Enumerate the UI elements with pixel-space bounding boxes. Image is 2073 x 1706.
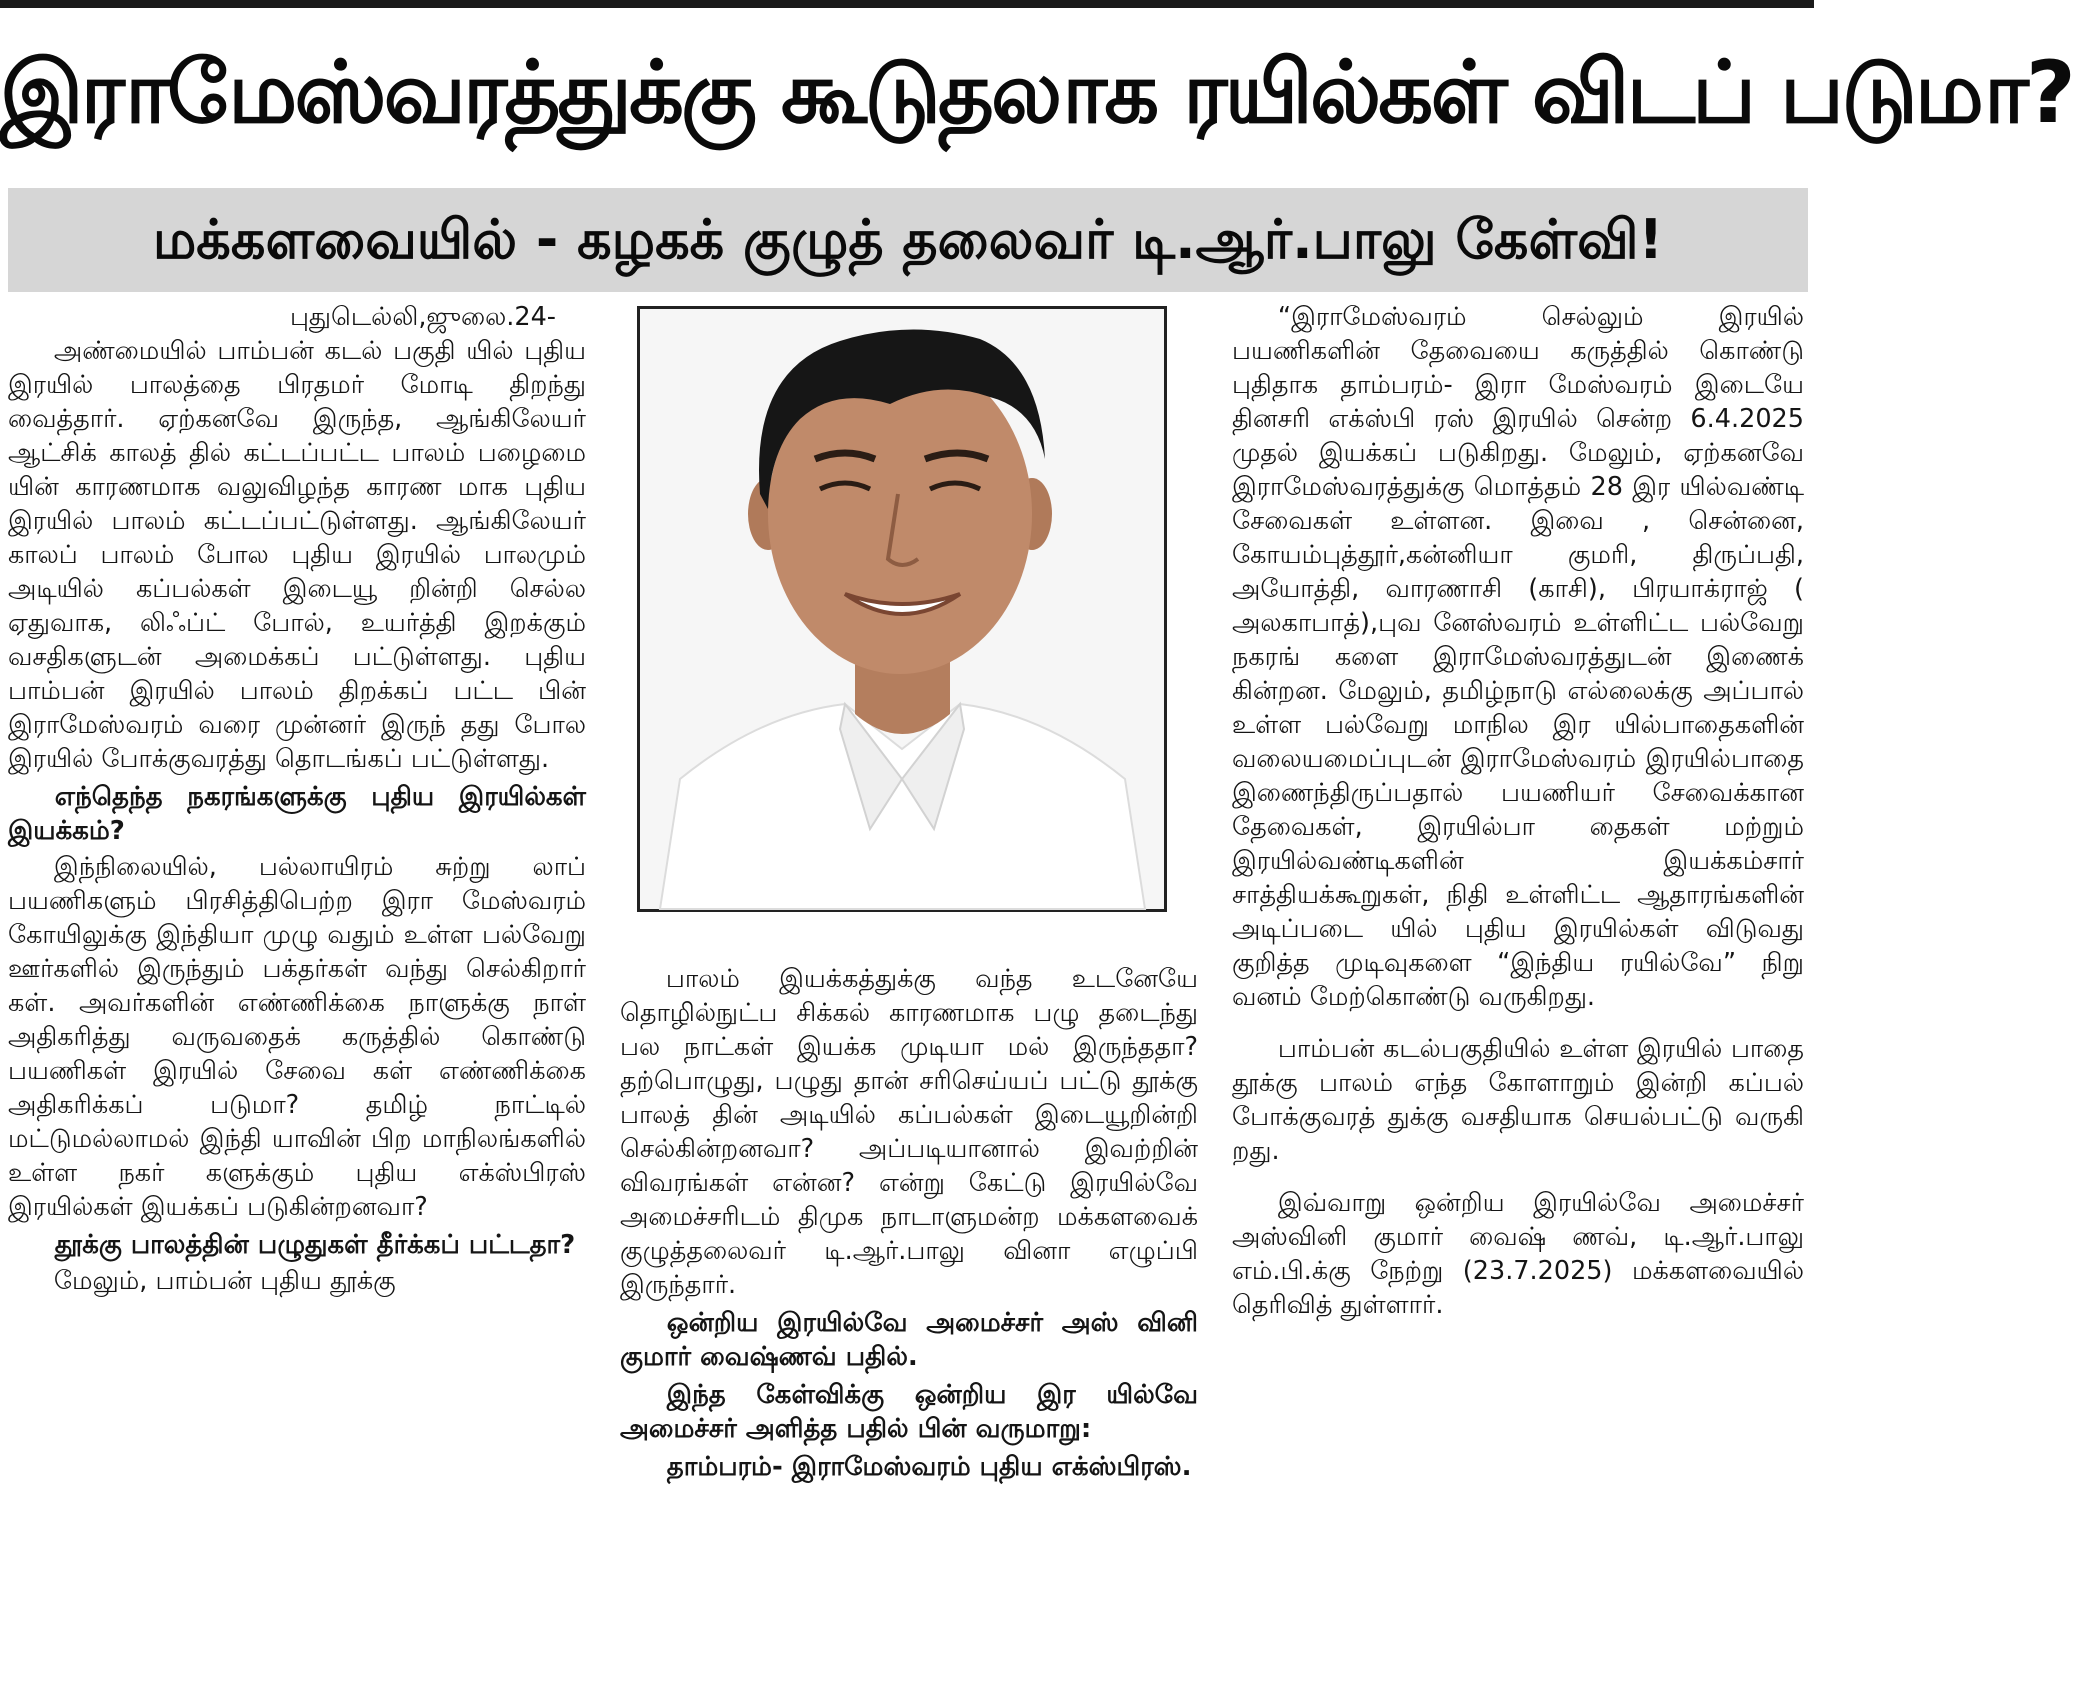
column-3 [1232, 300, 1804, 1322]
portrait-photo [637, 306, 1167, 912]
section-heading: தூக்கு பாலத்தின் பழுதுகள் தீர்க்கப் பட்டதா? [54, 1230, 576, 1260]
subheadline: மக்களவையில் - கழகக் குழுத் தலைவர் டி.ஆர்.பாலு கேள்வி! [8, 188, 1808, 292]
top-rule [0, 0, 1814, 8]
paragraph: “இராமேஸ்வரம் செல்லும் இரயில் பயணிகளின் தேவையை கருத்தில் கொண்டு புதிதாக தாம்பரம்- இரா மேஸ்வரம் இடையே தினசரி எக்ஸ்பி ரஸ் இரயில் சென்ற 6.4.2025 முதல் இயக்கப் படுகிறது. மேலும், ஏற்கனவே இராமேஸ்வரத்துக்கு மொத்தம் 28 இர யில்வண்டி சேவைகள் உள்ளன. இவை , சென்னை, கோயம்புத்தூர்,கன்னியா குமரி, திருப்பதி, அயோத்தி, வாரணாசி (காசி), பிரயாக்ராஜ் ( அலகாபாத்),புவ னேஸ்வரம் உள்ளிட்ட பல்வேறு நகரங் களை இராமேஸ்வரத்துடன் இணைக் கின்றன. மேலும், தமிழ்நாடு எல்லைக்கு அப்பால் உள்ள பல்வேறு மாநில இர யில்பாதைகளின் வலையமைப்புடன் இராமேஸ்வரம் இரயில்பாதை இணைந்திருப்பதால் பயணியர் சேவைக்கான தேவைகள், இரயில்பா தைகள் மற்றும் இரயில்வண்டிகளின் இயக்கம்சார் சாத்தியக்கூறுகள், நிதி உள்ளிட்ட ஆதாரங்களின் அடிப்படை யில் புதிய இரயில்கள் விடுவது குறித்த முடிவுகளை “இந்திய ரயில்வே” நிறு வனம் மேற்கொண்டு வருகிறது. [1232, 302, 1804, 1012]
section-heading: தாம்பரம்- இராமேஸ்வரம் புதிய எக்ஸ்பிரஸ். [666, 1452, 1192, 1482]
paragraph: மேலும், பாம்பன் புதிய தூக்கு [53, 1266, 396, 1296]
headline: இராமேஸ்வரத்துக்கு கூடுதலாக ரயில்கள் விடப் படுமா? [0, 43, 2073, 143]
section-heading: எந்தெந்த நகரங்களுக்கு புதிய இரயில்கள் இயக்கம்? [8, 782, 586, 846]
paragraph: இவ்வாறு ஒன்றிய இரயில்வே அமைச்சர் அஸ்வினி குமார் வைஷ் ணவ், டி.ஆர்.பாலு எம்.பி.க்கு நேற்று (23.7.2025) மக்களவையில் தெரிவித் துள்ளார். [1232, 1188, 1804, 1320]
paragraph: அண்மையில் பாம்பன் கடல் பகுதி யில் புதிய இரயில் பாலத்தை பிரதமர் மோடி திறந்து வைத்தார். ஏற்கனவே இருந்த, ஆங்கிலேயர் ஆட்சிக் காலத் தில் கட்டப்பட்ட பாலம் பழைமை யின் காரணமாக வலுவிழந்த காரண மாக புதிய இரயில் பாலம் கட்டப்பட்டுள்ளது. ஆங்கிலேயர் காலப் பாலம் போல புதிய இரயில் பாலமும் அடியில் கப்பல்கள் இடையூ றின்றி செல்ல ஏதுவாக, லிஃப்ட் போல், உயர்த்தி இறக்கும் வசதிகளுடன் அமைக்கப் பட்டுள்ளது. புதிய பாம்பன் இரயில் பாலம் திறக்கப் பட்ட பின் இராமேஸ்வரம் வரை முன்னர் இருந் தது போல இரயில் போக்குவரத்து தொடங்கப் பட்டுள்ளது. [8, 336, 586, 774]
portrait-illustration [640, 309, 1164, 909]
section-heading: இந்த கேள்விக்கு ஒன்றிய இர யில்வே அமைச்சர் அளித்த பதில் பின் வருமாறு: [620, 1380, 1198, 1444]
dateline: புதுடெல்லி,ஜுலை.24- [289, 302, 556, 332]
paragraph: பாலம் இயக்கத்துக்கு வந்த உடனேயே தொழில்நுட்ப சிக்கல் காரணமாக பழு தடைந்து பல நாட்கள் இயக்க முடியா மல் இருந்ததா? தற்பொழுது, பழுது தான் சரிசெய்யப் பட்டு தூக்கு பாலத் தின் அடியில் கப்பல்கள் இடையூறின்றி செல்கின்றனவா? அப்படியானால் இவற்றின் விவரங்கள் என்ன? என்று கேட்டு இரயில்வே அமைச்சரிடம் திமுக நாடாளுமன்ற மக்களவைக் குழுத்தலைவர் டி.ஆர்.பாலு வினா எழுப்பி இருந்தார். [620, 964, 1198, 1300]
paragraph: பாம்பன் கடல்பகுதியில் உள்ள இரயில் பாதை தூக்கு பாலம் எந்த கோளாறும் இன்றி கப்பல் போக்குவரத் துக்கு வசதியாக செயல்பட்டு வருகி றது. [1232, 1034, 1804, 1166]
column-2 [620, 962, 1198, 1486]
paragraph: இந்நிலையில், பல்லாயிரம் சுற்று லாப் பயணிகளும் பிரசித்திபெற்ற இரா மேஸ்வரம் கோயிலுக்கு இந்தியா முழு வதும் உள்ள பல்வேறு ஊர்களில் இருந்தும் பக்தர்கள் வந்து செல்கிறார் கள். அவர்களின் எண்ணிக்கை நாளுக்கு நாள் அதிகரித்து வருவதைக் கருத்தில் கொண்டு பயணிகள் இரயில் சேவை கள் எண்ணிக்கை அதிகரிக்கப் படுமா? தமிழ் நாட்டில் மட்டுமல்லாமல் இந்தி யாவின் பிற மாநிலங்களில் உள்ள நகர் களுக்கும் புதிய எக்ஸ்பிரஸ் இரயில்கள் இயக்கப் படுகின்றனவா? [8, 852, 586, 1222]
column-1 [8, 300, 586, 1298]
section-heading: ஒன்றிய இரயில்வே அமைச்சர் அஸ் வினி குமார் வைஷ்ணவ் பதில். [620, 1308, 1198, 1372]
